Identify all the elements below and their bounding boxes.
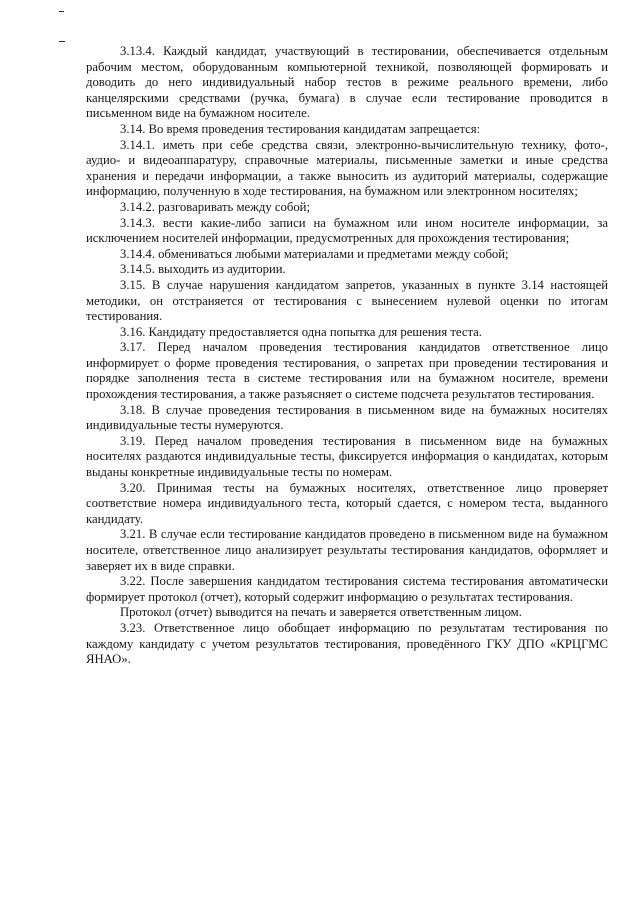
paragraph-3-21: 3.21. В случае если тестирование кандидатов проведено в письменном виде на бумажном носителе, ответственное лицо анализирует результаты тестирования кандидатов, оформляет и заверяет их в виде справки. <box>86 527 608 573</box>
paragraph-3-14-3: 3.14.3. вести какие-либо записи на бумажном или ином носителе информации, за исключением носителей информации, предусмотренных для прохождения тестирования; <box>86 215 608 246</box>
scan-mark <box>59 11 64 12</box>
paragraph-3-16: 3.16. Кандидату предоставляется одна попытка для решения теста. <box>120 324 482 339</box>
paragraph-3-20: 3.20. Принимая тесты на бумажных носителях, ответственное лицо проверяет соответствие номера индивидуального теста, который сдается, с номером теста, выданного кандидату. <box>86 480 608 526</box>
paragraph-3-14-1: 3.14.1. иметь при себе средства связи, электронно-вычислительную технику, фото-, аудио- и видеоаппаратуру, справочные материалы, письменные заметки и иные средства хранения и передачи информации, а также выносить из аудиторий материалы, содержащие информацию, полученную в ходе тестирования, на бумажном или электронном носителях; <box>86 137 608 199</box>
scan-mark <box>59 41 65 42</box>
paragraph-3-14-4: 3.14.4. обмениваться любыми материалами и предметами между собой; <box>120 246 509 261</box>
paragraph-3-19: 3.19. Перед началом проведения тестирования в письменном виде на бумажных носителях раздаются индивидуальные тесты, фиксируется информация о кандидатах, которым выданы конкретные индивидуальные тесты по номерам. <box>86 433 608 480</box>
paragraph-3-22: 3.22. После завершения кандидатом тестирования система тестирования автоматически формирует протокол (отчет), который содержит информацию о результатах тестирования. <box>86 574 608 604</box>
paragraph-3-18: 3.18. В случае проведения тестирования в письменном виде на бумажных носителях индивидуальные тесты нумеруются. <box>86 402 608 433</box>
paragraph-3-14: 3.14. Во время проведения тестирования кандидатам запрещается: <box>120 121 481 136</box>
paragraph-3-17: 3.17. Перед началом проведения тестирования кандидатов ответственное лицо информирует о форме проведения тестирования, о запретах при проведении тестирования и порядке заполнения теста в системе тестирования или на бумажном носителе, времени прохождения тестирования, а также разъясняет о системе подсчета результатов тестирования. <box>86 340 608 402</box>
document-body <box>86 44 608 668</box>
paragraph-3-13-4: 3.13.4. Каждый кандидат, участвующий в тестировании, обеспечивается отдельным рабочим местом, оборудованным компьютерной техникой, позволяющей формировать и доводить до него индивидуальный набор тестов в режиме реального времени, либо канцелярскими средствами (ручка, бумага) в случае если тестирование проводится в письменном виде на бумажном носителе. <box>86 44 608 121</box>
paragraph-3-23: 3.23. Ответственное лицо обобщает информацию по результатам тестирования по каждому кандидату с учетом результатов тестирования, проведённого ГКУ ДПО «КРЦГМС ЯНАО». <box>86 620 608 667</box>
paragraph-3-15: 3.15. В случае нарушения кандидатом запретов, указанных в пункте 3.14 настоящей методики, он отстраняется от тестирования с вынесением нулевой оценки по итогам тестирования. <box>86 277 608 324</box>
paragraph-3-14-5: 3.14.5. выходить из аудитории. <box>120 262 286 277</box>
paragraph-protocol: Протокол (отчет) выводится на печать и заверяется ответственным лицом. <box>120 605 522 620</box>
paragraph-3-14-2: 3.14.2. разговаривать между собой; <box>120 199 310 214</box>
